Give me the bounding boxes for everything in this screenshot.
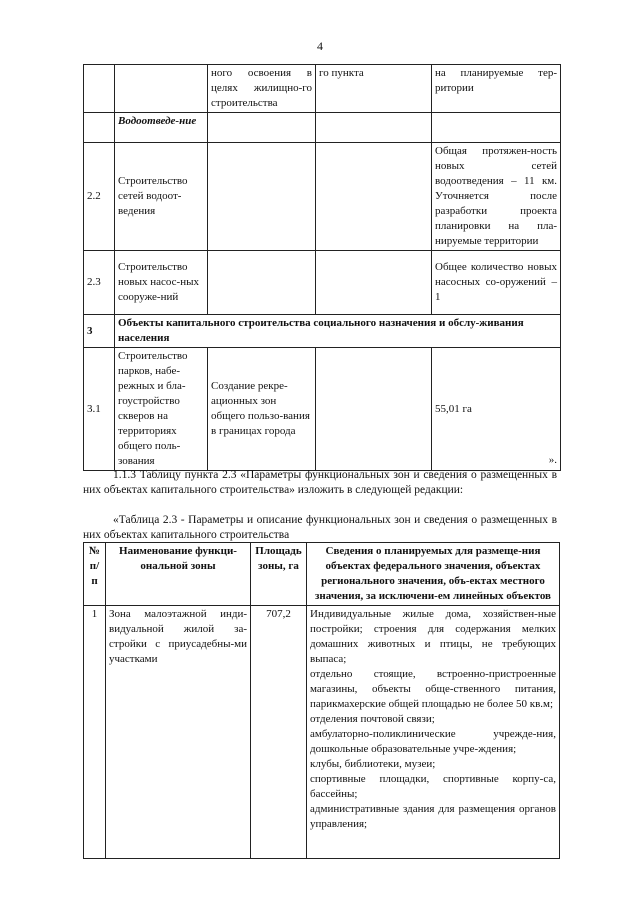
cell-num: 3.1	[84, 348, 115, 471]
section-heading: Объекты капитального строительства социального назначения и обслу-живания населения	[115, 315, 561, 348]
table-row	[84, 65, 561, 113]
header-details: Сведения о планируемых для размеще-ния объектах федерального значения, объектах регионального значения, объ-ектах местного значения, за исключени-ем линейных объектов	[307, 543, 560, 606]
table-header-row	[84, 543, 560, 606]
cell-area: 707,2	[251, 606, 307, 859]
list-item: Индивидуальные жилые дома, хозяйствен-ные постройки; строения для содержания мелких домашних животных и птицы, не требующих выпаса;	[310, 608, 556, 665]
cell-c3	[208, 251, 316, 315]
table-row	[84, 348, 561, 471]
cell-zone-name: Зона малоэтажной инди-видуальной жилой за-стройки с приусадебны-ми участками	[106, 606, 251, 859]
table-caption: «Таблица 2.3 - Параметры и описание функциональных зон и сведения о размещенных в них объектах капитального строительства	[83, 514, 557, 541]
cell-c5	[432, 113, 561, 143]
cell-c4	[316, 113, 432, 143]
cell-name: Строительство сетей водоот-ведения	[115, 143, 208, 251]
header-num: № п/п	[84, 543, 106, 606]
cell-c4	[316, 251, 432, 315]
cell-c5: Общее количество новых насосных со-оружений – 1	[432, 251, 561, 315]
cell-c5: 55,01 га	[432, 348, 561, 471]
list-item: амбулаторно-поликлинические учрежде-ния, дошкольные образовательные учре-ждения;	[310, 728, 556, 755]
cell-num	[84, 113, 115, 143]
zones-table	[83, 542, 560, 859]
closing-quote: ».	[548, 454, 557, 466]
table-row	[84, 143, 561, 251]
cell-c3	[208, 113, 316, 143]
infrastructure-table	[83, 64, 561, 471]
table-row	[84, 113, 561, 143]
cell-c4	[316, 143, 432, 251]
list-item: отделения почтовой связи;	[310, 713, 435, 725]
list-item: спортивные площадки, спортивные корпу-са, бассейны;	[310, 773, 556, 800]
cell-c5: Общая протяжен-ность новых сетей водоотведения – 11 км. Уточняется после разработки проекта планировки на пла-нируемые территории	[432, 143, 561, 251]
amendment-paragraph: 1.1.3 Таблицу пункта 2.3 «Параметры функциональных зон и сведения о размещенных в них объектах капитального строительства» изложить в следующей редакции:	[83, 469, 557, 496]
header-area: Площадь зоны, га	[251, 543, 307, 606]
table-row	[84, 315, 561, 348]
section-subheading: Водоотведе-ние	[115, 113, 208, 143]
table-row	[84, 606, 560, 859]
cell-num: 3	[84, 315, 115, 348]
cell-num: 2.2	[84, 143, 115, 251]
cell-c5: на планируемые тер-ритории	[432, 65, 561, 113]
cell-c3: ного освоения в целях жилищно-го строительства	[208, 65, 316, 113]
cell-num: 1	[84, 606, 106, 859]
table-row	[84, 251, 561, 315]
cell-c4	[316, 348, 432, 471]
cell-name: Строительство новых насос-ных сооруже-ний	[115, 251, 208, 315]
cell-c3	[208, 143, 316, 251]
cell-name	[115, 65, 208, 113]
header-zone-name: Наименование функци-ональной зоны	[106, 543, 251, 606]
page-number: 4	[317, 39, 323, 53]
cell-c3: Создание рекре-ационных зон общего пользо-вания в границах города	[208, 348, 316, 471]
cell-details	[307, 606, 560, 859]
cell-num	[84, 65, 115, 113]
cell-num: 2.3	[84, 251, 115, 315]
list-item: клубы, библиотеки, музеи;	[310, 758, 436, 770]
cell-c4: го пункта	[316, 65, 432, 113]
list-item: отдельно стоящие, встроенно-пристроенные магазины, объекты обще-ственного питания, парикмахерские общей площадью не более 50 кв.м;	[310, 668, 556, 710]
cell-name: Строительство парков, набе-режных и бла-гоустройство скверов на территориях общего поль-зования	[115, 348, 208, 471]
list-item: административные здания для размещения органов управления;	[310, 803, 556, 830]
